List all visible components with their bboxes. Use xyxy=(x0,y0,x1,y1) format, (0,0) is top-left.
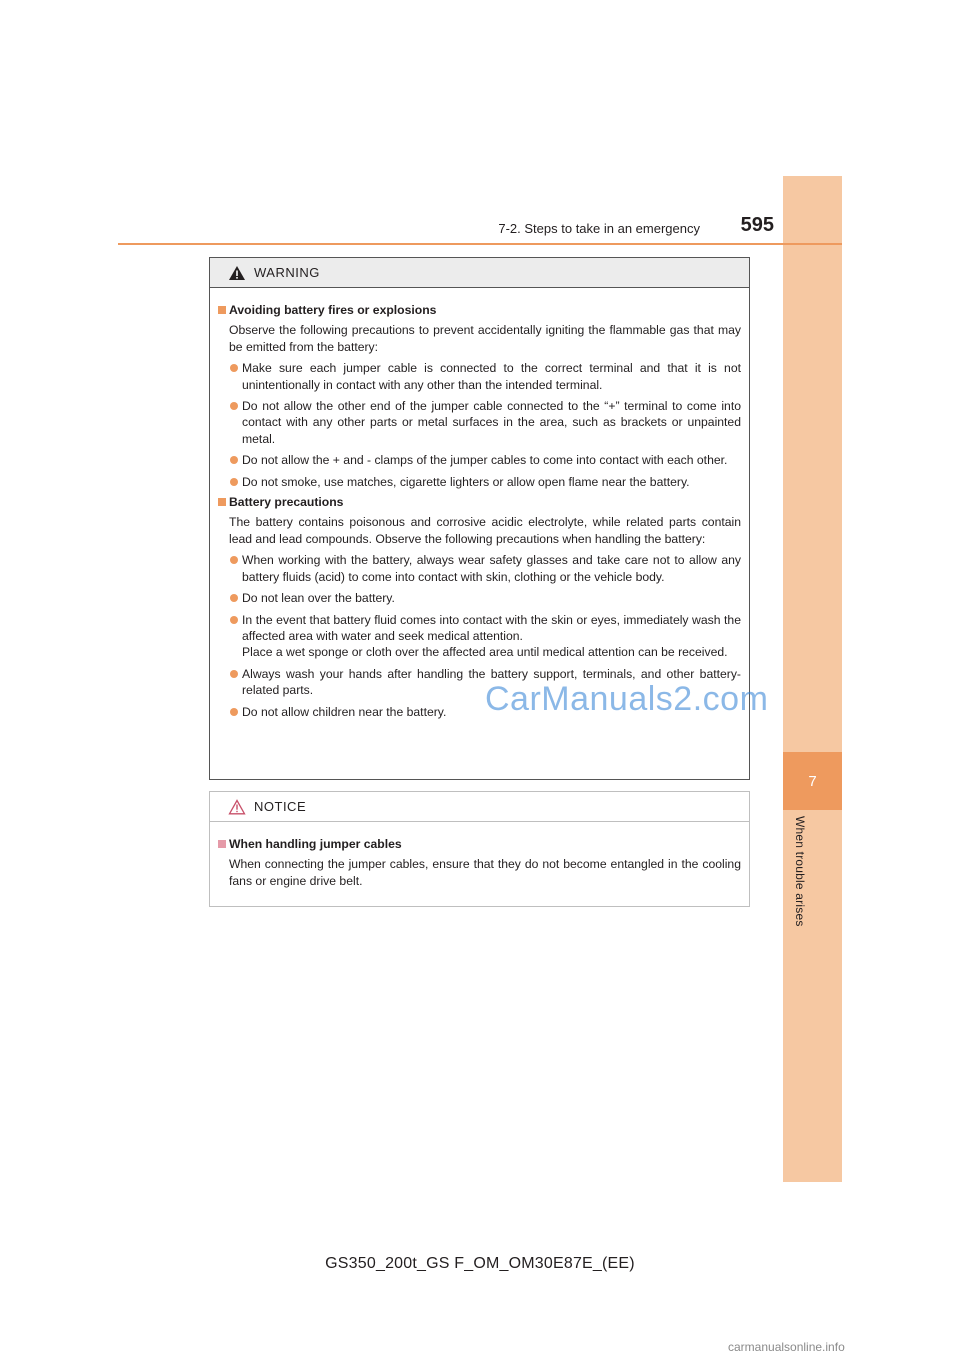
notice-text: When connecting the jumper cables, ensure that they do not become entangled in the cooling fans or engine drive belt. xyxy=(229,857,741,888)
list-item: When working with the battery, always wear safety glasses and take care not to allow any battery fluids (acid) to come into contact with skin, clothing or the vehicle body. xyxy=(218,552,741,585)
round-bullet-icon xyxy=(230,594,238,602)
square-bullet-icon xyxy=(218,498,226,506)
notice-box xyxy=(209,791,750,907)
list-item: Always wash your hands after handling the battery support, terminals, and other battery-related parts. xyxy=(218,666,741,699)
list-item: Do not allow the + and - clamps of the jumper cables to come into contact with each other. xyxy=(218,452,741,468)
watermark: CarManuals2.com xyxy=(485,680,769,718)
list-item: Do not allow children near the battery. xyxy=(218,704,741,720)
round-bullet-icon xyxy=(230,556,238,564)
round-bullet-icon xyxy=(230,478,238,486)
section-intro: Observe the following precautions to prevent accidentally igniting the flammable gas that may be emitted from the battery: xyxy=(229,323,741,354)
header-divider xyxy=(118,243,842,245)
list-item: Do not smoke, use matches, cigarette lighters or allow open flame near the battery. xyxy=(218,474,741,490)
warning-body xyxy=(210,288,749,720)
list-item: Do not allow the other end of the jumper cable connected to the “+” terminal to come into contact with any other parts or metal surfaces in the area, such as brackets or unpainted metal. xyxy=(218,398,741,447)
notice-body xyxy=(210,822,749,889)
section-intro: The battery contains poisonous and corrosive acidic electrolyte, while related parts contain lead and lead compounds. Observe the following precautions when handling the battery: xyxy=(229,515,741,546)
page-number: 595 xyxy=(740,214,774,236)
round-bullet-icon xyxy=(230,456,238,464)
notice-heading: NOTICE xyxy=(254,799,307,814)
section-heading: Avoiding battery fires or explosions xyxy=(218,302,741,318)
section-heading: Battery precautions xyxy=(218,494,741,510)
chapter-number: 7 xyxy=(783,752,842,810)
section-title: 7-2. Steps to take in an emergency xyxy=(498,221,700,236)
chapter-side-tab xyxy=(783,176,842,1182)
round-bullet-icon xyxy=(230,616,238,624)
square-bullet-icon xyxy=(218,306,226,314)
bottom-watermark: carmanualsonline.info xyxy=(728,1340,845,1354)
list-item: Do not lean over the battery. xyxy=(218,590,741,606)
list-item: Make sure each jumper cable is connected to the correct terminal and that it is not unintentionally in contact with any other than the intended terminal. xyxy=(218,360,741,393)
round-bullet-icon xyxy=(230,402,238,410)
warning-triangle-icon xyxy=(228,265,246,281)
document-code: GS350_200t_GS F_OM_OM30E87E_(EE) xyxy=(325,1255,635,1272)
square-bullet-icon xyxy=(218,840,226,848)
chapter-label: When trouble arises xyxy=(793,816,807,927)
notice-header xyxy=(210,792,749,822)
round-bullet-icon xyxy=(230,708,238,716)
list-item: In the event that battery fluid comes into contact with the skin or eyes, immediately wash the affected area with water and seek medical attention. Place a wet sponge or cloth over the affected area until medical attention can be received. xyxy=(218,612,741,661)
round-bullet-icon xyxy=(230,364,238,372)
round-bullet-icon xyxy=(230,670,238,678)
warning-header xyxy=(210,258,749,288)
bullet-continuation: Place a wet sponge or cloth over the affected area until medical attention can be received. xyxy=(242,645,728,660)
warning-heading: WARNING xyxy=(254,265,320,280)
notice-triangle-icon xyxy=(228,799,246,815)
section-heading: When handling jumper cables xyxy=(218,836,741,852)
